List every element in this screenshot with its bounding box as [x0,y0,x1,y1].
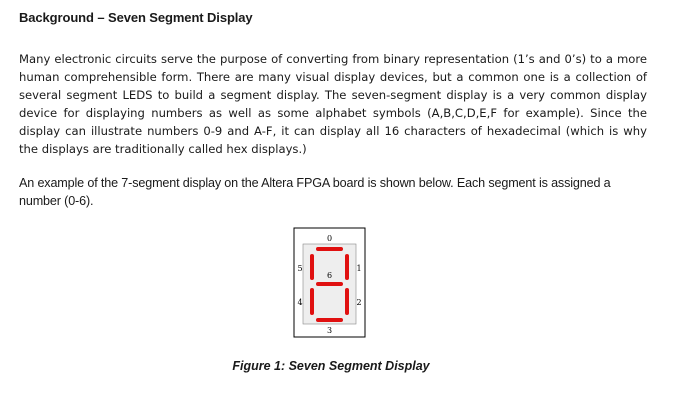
figure-caption [0,359,696,373]
segment-label-6: 6 [326,271,333,280]
segment-label-0: 0 [326,234,333,243]
seven-segment-diagram [293,227,366,338]
segment-label-3: 3 [326,326,333,335]
example-paragraph: An example of the 7-segment display on the Altera FPGA board is shown below. Each segment is assigned a number (0-6). [19,176,611,208]
segment-label-1: 1 [356,264,362,273]
segment-label-4: 4 [297,298,303,307]
segment-label-2: 2 [356,298,362,307]
intro-paragraph: Many electronic circuits serve the purpose of converting from binary representation (1’s and 0’s) to a more human comprehensible form. There are many visual display devices, but a common one is a collection of several segment LEDS to build a segment display. The seven-segment display is a very common display device for displaying numbers as well as some alphabet symbols (A,B,C,D,E,F for example). Since the display can illustrate numbers 0-9 and A-F, it can display all 16 characters of hexadecimal (which is why the displays are traditionally called hex displays.) [19,52,647,156]
section-heading: Background – Seven Segment Display [19,10,253,25]
figure-caption-text: Figure 1: Seven Segment Display [232,359,430,373]
segment-label-5: 5 [297,264,303,273]
seven-segment-figure [293,227,366,338]
